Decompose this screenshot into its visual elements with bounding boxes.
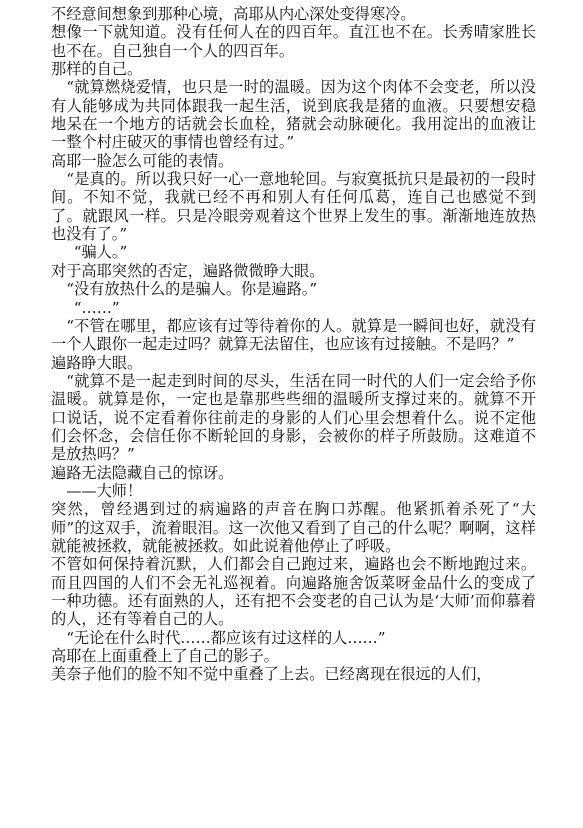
paragraph: 高耶一脸怎么可能的表情。 [51,151,234,170]
dialogue-paragraph: “就算不是一起走到时间的尽头，生活在同一时代的人们一定会给予你温暖。就算是你，一定也是靠那些些细的温暖所支撑过来的。就算不开口说话，说不定看着你往前走的身影的人们心里会想着什么。说不定他们会怀念，会信任你不断轮回的身影，会被你的样子所鼓励。这难道不是放热吗？” [51,371,536,464]
dialogue-paragraph: “……” [73,298,120,317]
paragraph: 不管如何保持着沉默，人们都会自己跑过来，遍路也会不断地跑过来。而且四国的人们不会无礼巡视着。向遍路施舍饭菜呀金品什么的变成了一种功德。还有面熟的人，还有把不会变老的自己认为是‘大师’而仰慕着的人，还有等着自己的人。 [51,555,536,629]
paragraph: 高耶在上面重叠上了自己的影子。 [51,647,279,666]
paragraph: 突然，曾经遇到过的病遍路的声音在胸口苏醒。他紧抓着杀死了“大师”的这双手，流着眼泪。这一次他又看到了自己的什么呢？啊啊，这样就能被拯救，就能被拯救。如此说着他停止了呼吸。 [51,500,536,555]
dialogue-paragraph: “无论在什么时代……都应该有过这样的人……” [66,628,386,647]
paragraph: 遍路无法隐藏自己的惊讶。 [51,463,234,482]
dialogue-paragraph: “是真的。所以我只好一心一意地轮回。与寂寞抵抗只是最初的一段时间。不知不觉，我就已经不再和别人有任何瓜葛，连自己也感觉不到了。就跟风一样。只是冷眼旁观着这个世界上发生的事。渐渐地连放热也没有了。” [51,170,536,244]
dialogue-paragraph: “不管在哪里，都应该有过等待着你的人。就算是一瞬间也好，就没有一个人跟你一起走过吗？就算无法留住，也应该有过接触。不是吗？” [51,316,536,354]
paragraph: 美奈子他们的脸不知不觉中重叠了上去。已经离现在很远的人们， [51,665,492,684]
paragraph: 对于高耶突然的否定，遍路微微睁大眼。 [51,261,325,280]
exclamation-paragraph: ——大师！ [66,481,143,500]
paragraph: 不经意间想象到那种心境，高耶从内心深处变得寒冷。 [51,5,416,23]
paragraph: 遍路睁大眼。 [51,353,143,372]
paragraph: 那样的自己。 [51,60,143,79]
dialogue-paragraph: “就算燃烧爱情，也只是一时的温暖。因为这个肉体不会变老，所以没有人能够成为共同体跟我一起生活，说到底我是猪的血液。只要想安稳地呆在一个地方的话就会长血栓，猪就会动脉硬化。我用淀出的血液让一整个村庄破灭的事情也曾经有过。” [51,78,536,152]
dialogue-paragraph: “骗人。” [73,243,128,262]
document-page [51,5,536,684]
dialogue-paragraph: “没有放热什么的是骗人。你是遍路。” [66,280,318,299]
paragraph: 想像一下就知道。没有任何人在的四百年。直江也不在。长秀晴家胜长也不在。自己独自一个人的四百年。 [51,23,536,60]
